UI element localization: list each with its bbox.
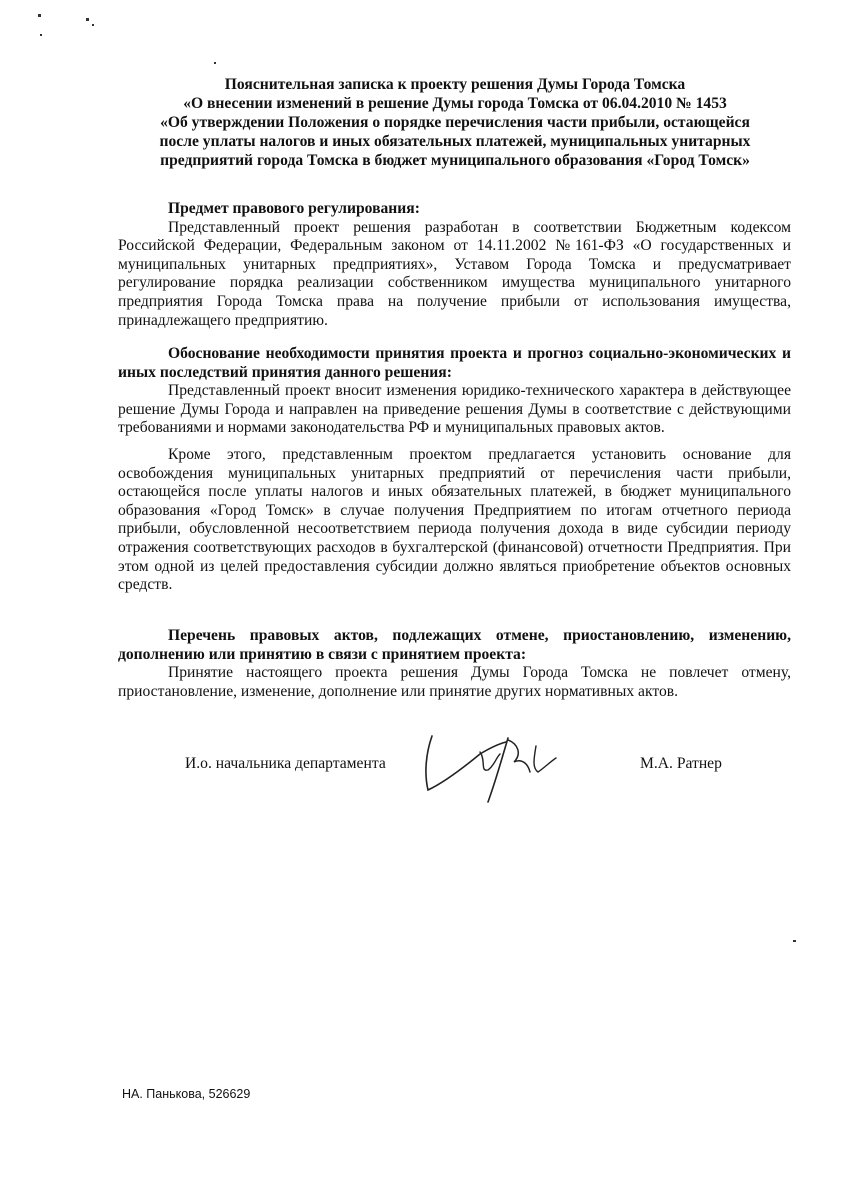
section-affected-acts	[118, 627, 791, 701]
scan-speck	[92, 24, 94, 26]
section-paragraph: Принятие настоящего проекта решения Думы Города Томска не повлечет отмену, приостановление, изменение, дополнение или принятие других нормативных актов.	[118, 664, 791, 700]
handwritten-signature	[418, 728, 568, 808]
signer-position: И.о. начальника департамента	[185, 755, 386, 772]
title-line-3: «Об утверждении Положения о порядке перечисления части прибыли, остающейся	[160, 114, 750, 131]
document-title	[110, 75, 800, 170]
section-paragraph: Представленный проект решения разработан в соответствии Бюджетным кодексом Российской Федерации, Федеральным законом от 14.11.2002 №161-ФЗ «О государственных и муниципальных унитарных предприятиях», Уставом Города Томска и предусматривает регулирование порядка реализации собственником имущества муниципального унитарного предприятия Города Томска права на получение прибыли от использования имущества, принадлежащего предприятию.	[118, 218, 791, 329]
executor-footer: НА. Панькова, 526629	[122, 1087, 251, 1101]
section-heading: Перечень правовых актов, подлежащих отмене, приостановлению, изменению, дополнению или принятию в связи с принятием проекта:	[118, 627, 791, 663]
title-line-5: предприятий города Томска в бюджет муниципального образования «Город Томск»	[160, 152, 750, 169]
section-subject-of-regulation	[118, 200, 791, 330]
section-paragraph: Кроме этого, представленным проектом предлагается установить основание для освобождения муниципальных унитарных предприятий от перечисления части прибыли, остающейся после уплаты налогов и иных обязательных платежей, в бюджет муниципального образования «Город Томск» в случае получения Предприятием по итогам отчетного периода прибыли, обусловленной несоответствием периода получения дохода в виде субсидии периоду отражения соответствующих расходов в бухгалтерской (финансовой) отчетности Предприятия. При этом одной из целей предоставления субсидии должно являться приобретение объектов основных средств.	[118, 445, 791, 594]
scan-speck	[40, 34, 42, 36]
title-line-4: после уплаты налогов и иных обязательных платежей, муниципальных унитарных	[159, 133, 751, 150]
signer-name: М.А. Ратнер	[640, 755, 722, 772]
title-line-1: Пояснительная записка к проекту решения Думы Города Томска	[224, 76, 686, 93]
section-heading: Предмет правового регулирования:	[168, 200, 420, 217]
section-heading: Обоснование необходимости принятия проекта и прогноз социально-экономических и иных последствий принятия данного решения:	[118, 345, 791, 381]
section-justification	[118, 345, 791, 595]
scan-speck	[214, 62, 216, 64]
section-paragraph: Представленный проект вносит изменения юридико-технического характера в действующее решение Думы Города и направлен на приведение решения Думы в соответствие с действующими требованиями и нормами законодательства РФ и муниципальных правовых актов.	[118, 382, 791, 437]
title-line-2: «О внесении изменений в решение Думы города Томска от 06.04.2010 № 1453	[183, 95, 727, 112]
scan-speck	[86, 18, 89, 21]
scan-speck	[793, 940, 796, 942]
scan-speck	[38, 14, 41, 17]
